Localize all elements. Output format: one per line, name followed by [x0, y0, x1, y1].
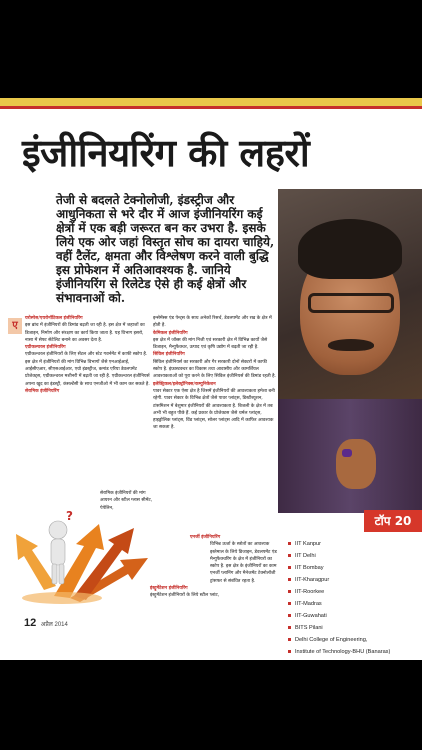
figure-body	[51, 539, 65, 565]
section-body-instr: इंस्ट्रूमेंटेशन इंजीनियरों के लिये स्टील प्लांट,	[150, 593, 220, 599]
section-heading-energy: एनर्जी इंजीनियरिंग	[190, 535, 221, 540]
page-footer	[24, 617, 68, 629]
section-body-agri: एग्रीकल्चरल इंजीनियरों के लिए सेंटल और स्टेट गवर्नमेंट में काफी स्कोप है. इस क्षेत्र में इंजीनियरों की मांग विभिन्न विभागों जैसे एनआईआई, आईसीएआर, सीएसआईआर, एग्रो इंडस्ट्रीज, कमांड एरिया डेवलपमेंट प्रोजेक्ट्स, एग्रीकल्चरल मशीनरी में बढ़ती जा रही है. एग्रीकल्चरल इंजीनियर्स अपना खुद का इंडस्ट्री, कंसल्टेंसी के साथ एनजीओ में भी काम कर सकते है.	[25, 352, 150, 387]
issue-date: अप्रैल 2014	[40, 622, 68, 628]
section-heading-agri: एग्रीकल्चरल इंजीनियरिंग	[25, 345, 66, 351]
photo-hand	[336, 439, 376, 489]
section-body-ceramic: सेरामिक इंजीनियरों की मांग आयरन और स्टील ग्लास सीमेंट, पेपेलिन,	[100, 491, 153, 511]
drop-cap: ए	[8, 318, 22, 334]
section-heading-chem: केमिकल इंजीनियरिंग	[153, 330, 188, 336]
magazine-page	[0, 98, 422, 660]
section-body-civil: सिविल इंजीनियर्स का सरकारी और गैर सरकारी दोनों सेक्टरों में काफी स्कोप है. इंफ्रास्टक्चर का विकास तथा आवासीय और कामर्शियल आवश्यकताओं को पूरा करने के लिए सिविल इंजीनियर्स की डिमांड रहती है.	[153, 359, 276, 380]
author-photo	[278, 189, 422, 513]
top20-badge: टॉप 20	[364, 510, 422, 532]
section-heading-instr: इंस्ट्रूमेंटेशन इंजीनियरिंग	[150, 586, 188, 592]
section-heading-aero: यरोस्पेस/एयरोनॉटिकल इंजीनियरिंग	[25, 316, 83, 321]
photo-glasses	[308, 293, 394, 313]
arrow-left	[16, 534, 56, 590]
road-arrows	[16, 524, 148, 604]
college-list-item: IIT-Guwahati	[286, 610, 420, 622]
section-body-elec: पावर सेक्टर एक ऐसा क्षेत्र है जिसमें इंजीनियरों की आवश्यकता हमेशा बनी रहेगी. पावर सेक्टर के विभिन्न क्षेत्रों जैसे पावर प्लांट्स, डिस्टीब्यूशन, टांसमिशन में बेशुमार इंजीनियरों की आवश्यकता है. बिजली के क्षेत्र में तब अभी भी बहुत पीछे हैं. कई प्रकार के प्रोजेक्टस जैसे थर्मल प्लांट्स, हाइड्रोलिक प्लांट्स, विंड प्लांट्स, सोलर प्लांट्स आदि में काफिर आवश्यक जा सकता है.	[153, 388, 275, 431]
section-heading-elec: इलेक्ट्रिकल/इलेक्ट्रॉनिक्स/कम्युनिकेशन	[153, 381, 216, 387]
crossroads-illustration	[14, 486, 174, 606]
figure-head	[49, 521, 67, 539]
college-list-item: IIT-Kharagpur	[286, 574, 420, 586]
column-left	[25, 315, 151, 395]
college-list-item: IIT-Roorkee	[286, 586, 420, 598]
college-list-item: IIT Kanpur	[286, 538, 420, 550]
photo-ring	[342, 449, 352, 457]
photo-mustache	[328, 339, 374, 351]
figure-leg-right	[59, 564, 64, 584]
section-body-ceramic-cont: इन्सेमेंस्स एंड पेन्ट्स के साथ अनेकों रिसर्च, डेवलपमेंट और रख के क्षेत्र में होती है.	[153, 316, 272, 329]
section-body-chem: इस क्षेत्र में जॉब्स की मांग निजी एवं सरकारी क्षेत्र में विभिन्न कार्यो जैसे डिजाइन, मैन्युफैक्चर, उत्पाद एवं कृषि उद्योग में बढ़ती जा रही है.	[153, 337, 268, 351]
figure-leg-left	[52, 564, 57, 584]
section-heading-civil: सिविल इंजीनियरिंग	[153, 352, 185, 358]
top-rule	[0, 106, 422, 109]
road-base	[22, 592, 102, 604]
lead-paragraph: तेजी से बदलते टेक्नोलोजी, इंडस्ट्रीज और आधुनिकता से भरे दौर में आज इंजीनियरिंग कई क्षेत्रों में एक बड़ी जरूरत बन कर उभरा है. इसके लिये एक ओर जहां विस्तृत सोच का दायरा चाहिये, वहीं टैलेंट, क्षमता और विश्लेषण करने वाली बुद्धि इस प्रोफेशन में अतिआवश्यक है. जानिये इंजीनियरिंग से रिलेटेड ऐसे ही कई क्षेत्रों और संभावनाओं को.	[56, 193, 275, 305]
page-title: इंजीनियरिंग की लहरों	[22, 131, 310, 175]
section-body-aero: इस ब्रांच में इंजीनियरों की डिमांड बढ़ती जा रही है. इस क्षेत्र में जहाजों का डिजाइन, निर्माण और संरक्षण का कार्य किया जाता है. यह विभाग इसरो, नासा में सेफ्ट सेटेलिट बनाने का अवसर देता है.	[25, 323, 145, 343]
college-list-item: BITS Pilani	[286, 622, 420, 634]
section-body-energy: विभिन्न ऊर्जा के स्त्रोतों का आवश्यक इस्तेमाल के लिये डिजाइन, डेवलपमेंट एंड मैन्युफैक्चरिंग के क्षेत्र में इंजीनियरों का स्कोप है. इस क्षेत्र के इंजीनियरों का काम एनर्जी प्लानिंग और मैनेजमेंट टेक्नोलॉजी ट्रांसफर से संबंधित रहता है.	[210, 542, 277, 584]
section-heading-ceramic: सेरामिक इंजीनियरिंग	[25, 388, 60, 394]
top-colleges-list	[286, 538, 420, 658]
top-bar	[0, 98, 422, 106]
question-mark-icon: ?	[66, 509, 73, 523]
college-list-item: Institute of Technology-BHU (Banaras)	[286, 646, 420, 658]
page-number: 12	[24, 617, 37, 629]
college-list-item: IIT Bombay	[286, 562, 420, 574]
column-middle	[153, 315, 277, 432]
photo-hair	[298, 219, 402, 279]
college-list-item: Delhi College of Engineering,	[286, 634, 420, 646]
college-list-item: IIT Delhi	[286, 550, 420, 562]
college-list-item: IIT-Madras	[286, 598, 420, 610]
